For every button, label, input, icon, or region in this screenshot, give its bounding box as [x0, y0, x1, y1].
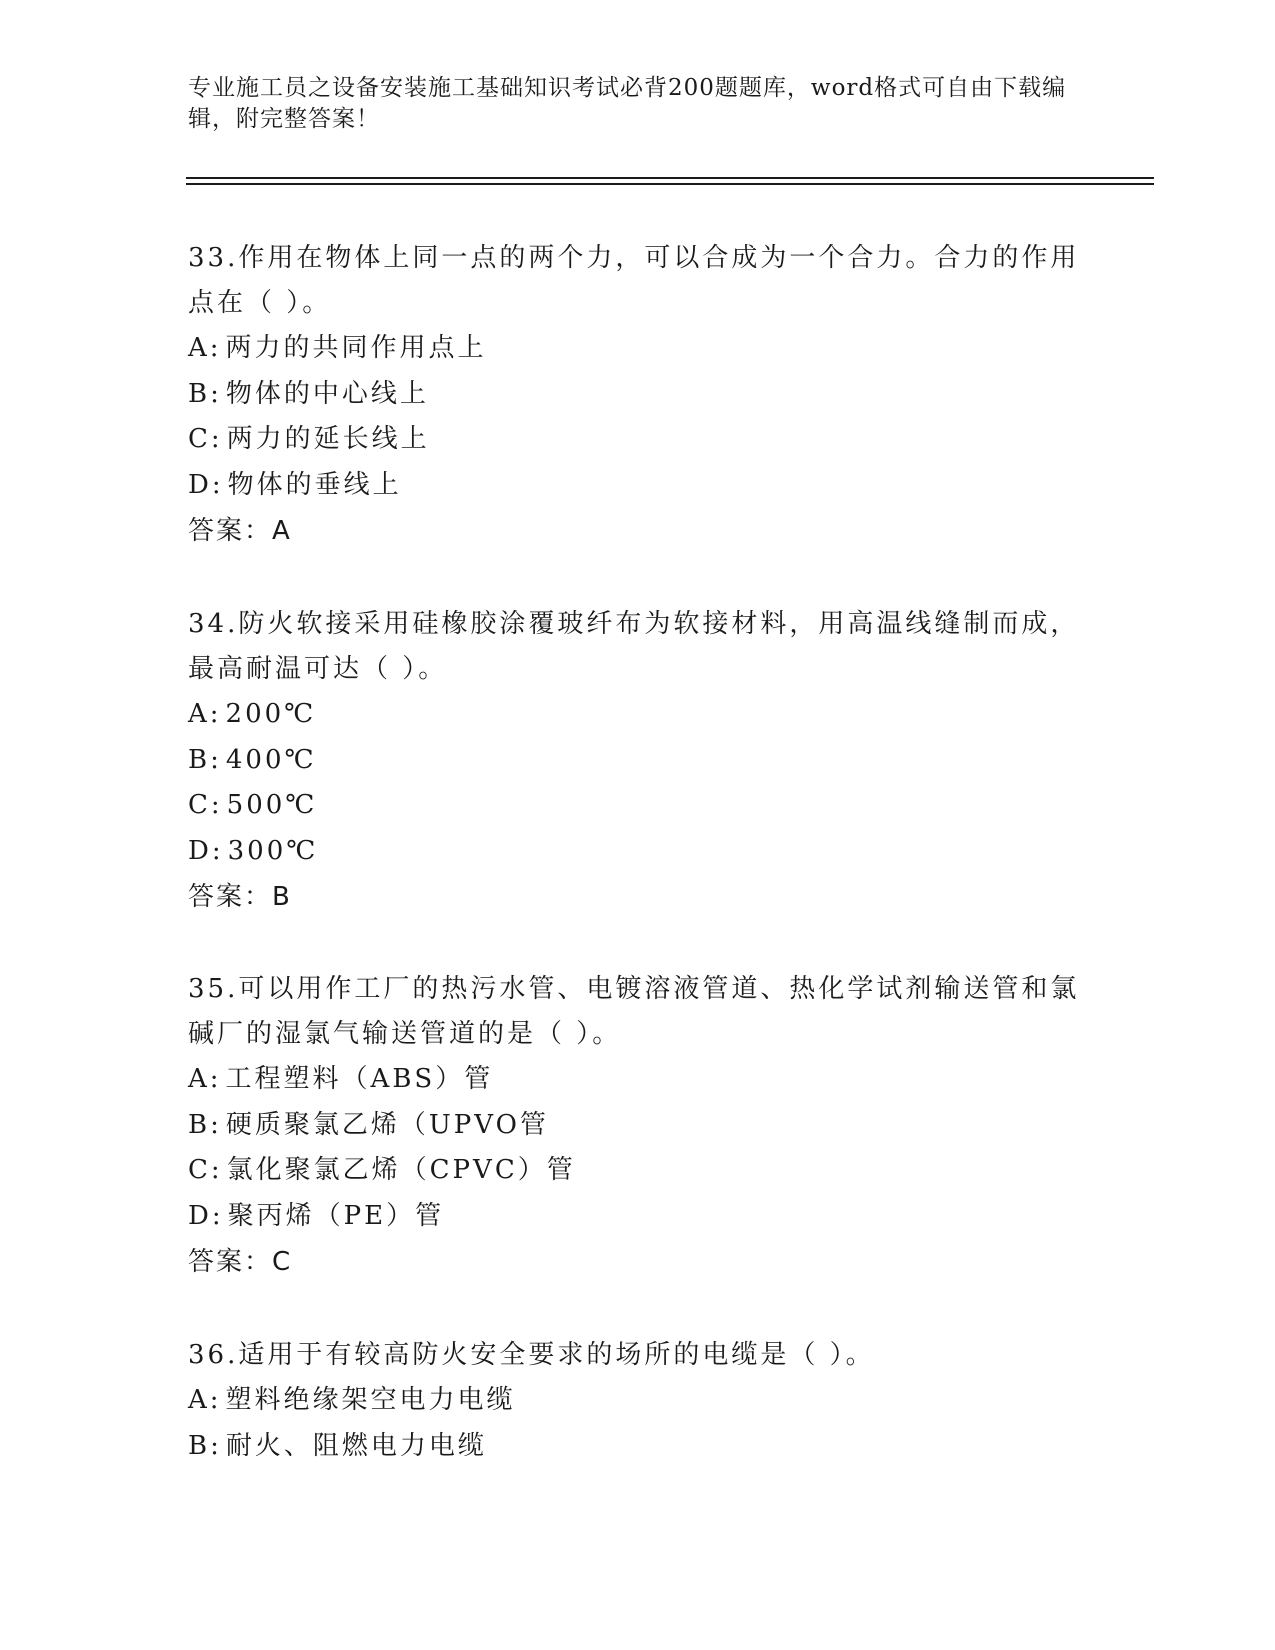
answer-line: 答案：A [188, 516, 292, 546]
option-letter: B: [188, 744, 222, 775]
question-36 [188, 1333, 1088, 1469]
question-stem: 36.适用于有较高防火安全要求的场所的电缆是（ ）。 [188, 1340, 875, 1370]
option-letter: A: [188, 699, 222, 729]
option-letter: C: [188, 424, 223, 454]
answer-line: 答案：B [188, 882, 292, 912]
option-c [188, 1148, 1088, 1194]
option-text: 氯化聚氯乙烯（CPVC）管 [226, 1155, 576, 1185]
option-letter: A: [188, 333, 222, 363]
answer-line: 答案：C [188, 1247, 293, 1277]
option-d [188, 463, 1088, 509]
option-letter: A: [188, 1064, 222, 1094]
option-letter: B: [188, 1430, 222, 1461]
option-text: 物体的垂线上 [227, 469, 402, 500]
option-text: 500℃ [226, 790, 318, 820]
header-divider-top [186, 177, 1154, 179]
option-a [188, 326, 1088, 372]
option-text: 聚丙烯（PE）管 [227, 1200, 445, 1231]
option-text: 200℃ [225, 699, 317, 729]
option-letter: D: [188, 1200, 224, 1231]
option-c [188, 417, 1088, 463]
option-text: 两力的延长线上 [226, 424, 430, 454]
option-b [188, 1103, 1088, 1149]
question-stem: 33.作用在物体上同一点的两个力，可以合成为一个合力。合力的作用点在（ ）。 [188, 243, 1080, 318]
option-b [188, 1424, 1088, 1470]
option-text: 耐火、阻燃电力电缆 [225, 1430, 487, 1461]
option-text: 400℃ [225, 744, 317, 775]
option-b [188, 372, 1088, 418]
option-text: 300℃ [227, 835, 319, 866]
question-stem: 34.防火软接采用硅橡胶涂覆玻纤布为软接材料，用高温线缝制而成，最高耐温可达（ ）。 [188, 609, 1080, 684]
option-letter: A: [188, 1385, 222, 1415]
option-a [188, 1378, 1088, 1424]
option-letter: C: [188, 790, 223, 820]
option-letter: B: [188, 1109, 222, 1140]
option-d [188, 1194, 1088, 1240]
option-text: 物体的中心线上 [225, 378, 429, 409]
question-35 [188, 967, 1088, 1285]
option-text: 两力的共同作用点上 [225, 333, 487, 363]
option-letter: C: [188, 1155, 223, 1185]
question-stem: 35.可以用作工厂的热污水管、电镀溶液管道、热化学试剂输送管和氯碱厂的湿氯气输送管道的是（ ）。 [188, 974, 1080, 1049]
option-letter: B: [188, 378, 222, 409]
option-text: 工程塑料（ABS）管 [225, 1064, 494, 1094]
document-header: 专业施工员之设备安装施工基础知识考试必背200题题库，word格式可自由下载编辑，附完整答案！ [188, 75, 1067, 132]
option-letter: D: [188, 469, 224, 500]
option-a [188, 1057, 1088, 1103]
option-letter: D: [188, 835, 224, 866]
header-divider-bottom [186, 183, 1154, 185]
option-d [188, 829, 1088, 875]
question-33 [188, 236, 1088, 554]
option-a [188, 692, 1088, 738]
option-text: 塑料绝缘架空电力电缆 [225, 1385, 516, 1415]
question-34 [188, 602, 1088, 920]
option-c [188, 783, 1088, 829]
option-b [188, 738, 1088, 784]
option-text: 硬质聚氯乙烯（UPVO管 [225, 1109, 549, 1140]
